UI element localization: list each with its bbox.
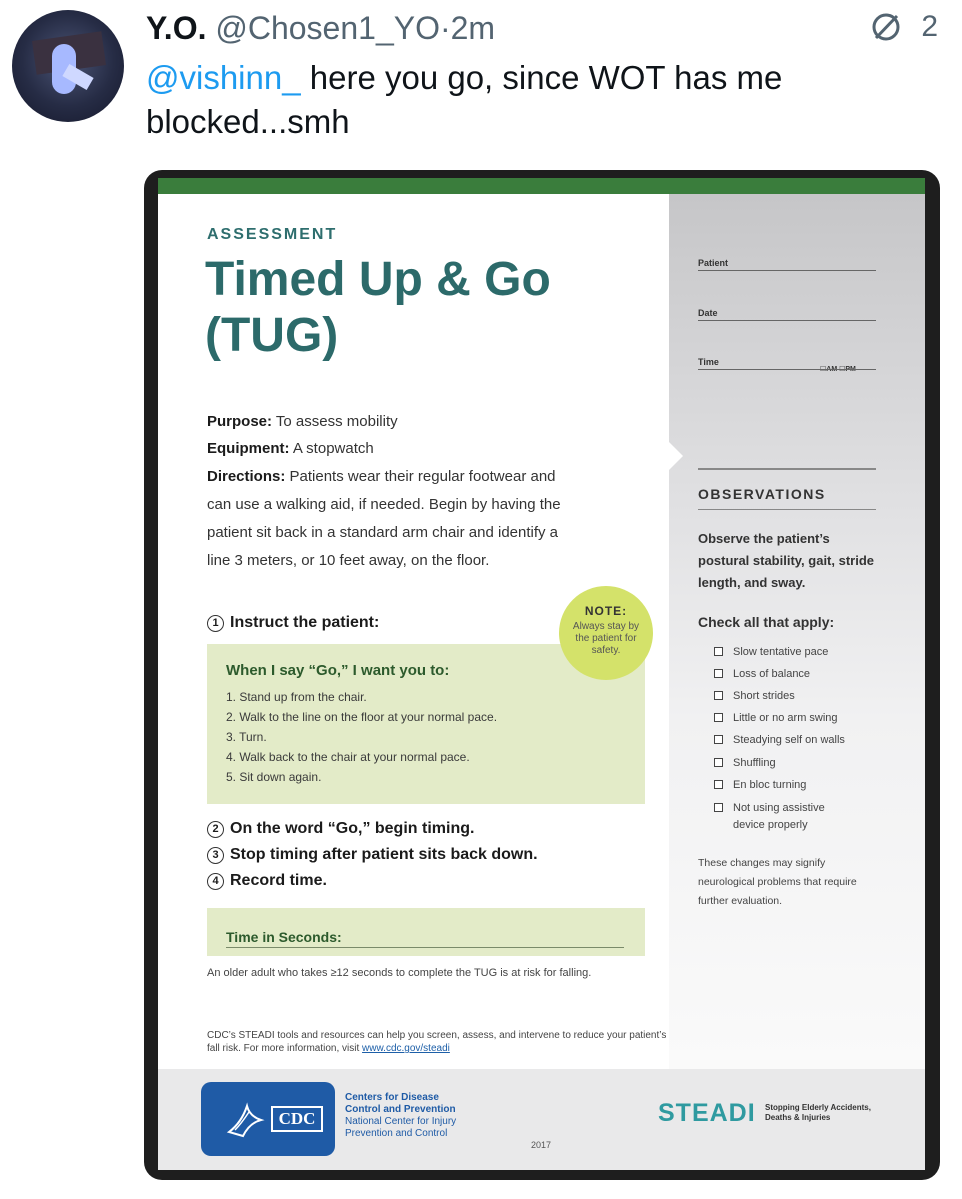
agency-line: Prevention and Control: [345, 1128, 448, 1139]
checklist-label-cont: device properly: [733, 819, 808, 831]
risk-note: An older adult who takes ≥12 seconds to complete the TUG is at risk for falling.: [207, 967, 592, 979]
checklist-item: [714, 668, 810, 680]
checklist-item: [714, 757, 776, 769]
tweet-time[interactable]: 2m: [450, 10, 496, 46]
cdc-info-text: CDC’s STEADI tools and resources can help you screen, assess, and intervene to reduce your patient’s fall risk. For more information, visit: [207, 1030, 667, 1054]
checklist-label: Shuffling: [733, 757, 776, 769]
note-body: Always stay by the patient for safety.: [572, 621, 640, 656]
patient-label: Patient: [698, 258, 729, 268]
cdc-logo: [201, 1082, 335, 1156]
checkbox-icon: [714, 758, 723, 767]
checklist-label: En bloc turning: [733, 779, 807, 791]
mention-link[interactable]: @vishinn_: [146, 59, 301, 96]
step-4: [207, 872, 327, 890]
check-title: Check all that apply:: [698, 614, 835, 630]
step-number: 4: [207, 873, 224, 890]
directions-label: Directions:: [207, 468, 286, 485]
step-text: Stop timing after patient sits back down.: [230, 846, 538, 863]
step-text: On the word “Go,” begin timing.: [230, 820, 475, 837]
equipment-text: A stopwatch: [289, 440, 374, 457]
checkbox-icon: [714, 735, 723, 744]
step-number: 3: [207, 847, 224, 864]
checklist-item: [714, 802, 825, 814]
note-heading: NOTE:: [584, 604, 628, 618]
checklist-label: Steadying self on walls: [733, 734, 845, 746]
steadi-tag-line: Deaths & Injuries: [765, 1113, 831, 1122]
step-1: [207, 614, 379, 632]
time-in-seconds-box: [207, 908, 645, 956]
section-label: ASSESSMENT: [207, 226, 338, 243]
cdc-link: www.cdc.gov/steadi: [362, 1043, 450, 1054]
agency-name: [345, 1092, 456, 1140]
signify-text: These changes may signify neurological problems that require further evaluation.: [698, 857, 857, 907]
no-entry-icon[interactable]: [869, 10, 903, 44]
tweet-body: here you go, since WOT has me blocked...smh: [146, 59, 783, 140]
display-name[interactable]: Y.O.: [146, 10, 207, 46]
tug-document: [158, 178, 925, 1170]
page-title: [205, 252, 551, 364]
tweet-media[interactable]: [144, 170, 940, 1180]
tweet-actions: [869, 10, 938, 44]
instruction-item: 4. Walk back to the chair at your normal pace.: [226, 750, 470, 764]
steadi-logo: STEADI: [658, 1099, 756, 1127]
step-text: Instruct the patient:: [230, 614, 380, 631]
agency-line: Control and Prevention: [345, 1104, 456, 1115]
checklist-label: Slow tentative pace: [733, 646, 829, 658]
title-line-1: Timed Up & Go: [205, 253, 551, 306]
document-footer: [158, 1069, 925, 1170]
instruction-item: 2. Walk to the line on the floor at your normal pace.: [226, 710, 498, 724]
checkbox-icon: [714, 691, 723, 700]
observations-rule: [698, 468, 876, 470]
checklist-label: Short strides: [733, 690, 795, 702]
instruction-heading: When I say “Go,” I want you to:: [226, 662, 450, 679]
instruction-item: 3. Turn.: [226, 730, 267, 744]
directions-line: can use a walking aid, if needed. Begin by having the: [207, 496, 561, 513]
purpose-label: Purpose:: [207, 413, 273, 430]
checkbox-icon: [714, 780, 723, 789]
cdc-info: [207, 1029, 667, 1055]
separator-dot: ·: [439, 10, 451, 46]
checklist-item: [714, 734, 845, 746]
right-column: [669, 194, 925, 1069]
step-text: Record time.: [230, 872, 327, 889]
agency-line: Centers for Disease: [345, 1092, 439, 1103]
date-label: Date: [698, 308, 718, 318]
hhs-eagle-icon: [225, 1100, 265, 1140]
user-handle[interactable]: @Chosen1_YO: [215, 10, 440, 46]
instruction-item: 5. Sit down again.: [226, 770, 322, 784]
checklist-item: [714, 712, 838, 724]
step-3: [207, 846, 538, 864]
observations-title: OBSERVATIONS: [698, 486, 826, 502]
agency-line: National Center for Injury: [345, 1116, 457, 1127]
purpose: [207, 413, 398, 430]
title-line-2: (TUG): [205, 309, 339, 362]
green-header-bar: [158, 178, 925, 194]
checkbox-icon: [714, 713, 723, 722]
instruction-item: 1. Stand up from the chair.: [226, 690, 367, 704]
checklist-item: [714, 690, 795, 702]
time-entry-line: [226, 947, 624, 948]
purpose-text: To assess mobility: [272, 413, 398, 430]
checklist-item: [714, 646, 828, 658]
directions-line: Patients wear their regular footwear and: [285, 468, 556, 485]
equipment-label: Equipment:: [207, 440, 290, 457]
observations-text: Observe the patient’s postural stability, gait, stride length, and sway.: [698, 531, 875, 590]
step-2: [207, 820, 474, 838]
steadi-tagline: [765, 1103, 871, 1123]
checklist-label: Little or no arm swing: [733, 712, 838, 724]
avatar[interactable]: [12, 10, 124, 122]
tweet-text: [146, 56, 936, 144]
reply-count: 2: [921, 10, 938, 43]
time-line: [698, 369, 876, 370]
directions: [207, 468, 556, 485]
note-badge: [559, 586, 653, 680]
directions-line: patient sit back in a standard arm chair and identify a: [207, 524, 559, 541]
checklist-label: Loss of balance: [733, 668, 811, 680]
step-number: 2: [207, 821, 224, 838]
observations-rule: [698, 509, 876, 510]
equipment: [207, 440, 374, 457]
time-field-label: Time: [698, 357, 719, 367]
checkbox-icon: [714, 647, 723, 656]
date-line: [698, 320, 876, 321]
cdc-badge: CDC: [271, 1106, 323, 1132]
checkbox-icon: [714, 669, 723, 678]
checklist-label: Not using assistive: [733, 802, 825, 814]
checkbox-icon: [714, 803, 723, 812]
step-number: 1: [207, 615, 224, 632]
tweet-header: [146, 8, 495, 48]
steadi-tag-line: Stopping Elderly Accidents,: [765, 1103, 871, 1112]
time-label: Time in Seconds:: [226, 929, 342, 945]
checklist-item: [714, 779, 806, 791]
document-year: 2017: [531, 1140, 552, 1150]
patient-line: [698, 270, 876, 271]
directions-line: line 3 meters, or 10 feet away, on the floor.: [207, 552, 490, 569]
